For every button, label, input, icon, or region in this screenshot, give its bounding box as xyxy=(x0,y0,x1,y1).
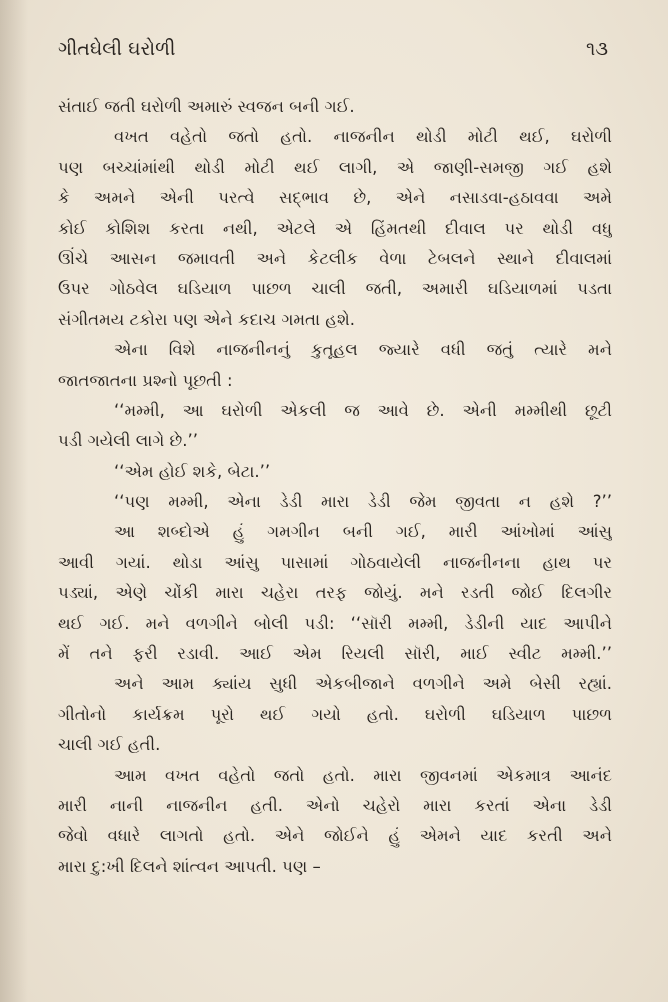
text-line: ‘‘મમ્મી, આ ઘરોળી એકલી જ આવે છે. એની મમ્મીથી છૂટી xyxy=(114,400,612,420)
text-line: આમ વખત વહેતો જતો હતો. મારા જીવનમાં એકમાત્ર આનંદ xyxy=(114,765,612,785)
text-line: કોઈ કોશિશ કરતા નથી, એટલે એ હિંમતથી દીવાલ પર થોડી વધુ xyxy=(58,218,612,238)
text-line: વખત વહેતો જતો હતો. નાજનીન થોડી મોટી થઈ, ઘરોળી xyxy=(114,127,612,147)
page-number: ૧૩ xyxy=(586,38,608,60)
page-header xyxy=(58,38,608,72)
text-line: સંતાઈ જતી ઘરોળી અમારું સ્વજન બની ગઈ. xyxy=(58,97,355,116)
text-line: એના વિશે નાજનીનનું કુતૂહલ જ્યારે વધી જતું ત્યારે મને xyxy=(114,340,612,360)
text-line: મારી નાની નાજનીન હતી. એનો ચહેરો મારા કરતાં એના ડેડી xyxy=(58,795,612,815)
running-title: ગીતઘેલી ઘરોળી xyxy=(58,38,176,60)
text-line: મેં તને ફરી રડાવી. આઈ એમ રિયલી સૉરી, માઈ સ્વીટ મમ્મી.’’ xyxy=(58,644,612,664)
text-line: ચાલી ગઈ હતી. xyxy=(58,735,161,755)
text-line: અને આમ ક્યાંય સુધી એકબીજાને વળગીને અમે બેસી રહ્યાં. xyxy=(114,674,612,694)
text-line: આવી ગયાં. થોડા આંસુ પાસામાં ગોઠવાયેલી નાજનીનના હાથ પર xyxy=(58,552,612,572)
text-line: જેવો વધારે લાગતો હતો. એને જોઈને હું એમને યાદ કરતી અને xyxy=(58,826,612,846)
text-line: જાતજાતના પ્રશ્નો પૂછતી : xyxy=(58,370,233,390)
text-line: પડ્યાં, એણે ચોંકી મારા ચહેરા તરફ જોયું. મને રડતી જોઈ દિલગીર xyxy=(58,583,612,603)
spine-shadow xyxy=(0,0,28,1002)
body-text xyxy=(58,92,612,882)
text-line: સંગીતમય ટકોરા પણ એને કદાચ ગમતા હશે. xyxy=(58,309,355,329)
text-line: આ શબ્દોએ હું ગમગીન બની ગઈ, મારી આંખોમાં આંસુ xyxy=(114,522,612,542)
text-line: ઉપર ગોઠવેલ ઘડિયાળ પાછળ ચાલી જતી, અમારી ઘડિયાળમાં પડતા xyxy=(58,279,612,299)
text-line: ‘‘એમ હોઈ શકે, બેટા.’’ xyxy=(114,461,271,481)
text-line: ‘‘પણ મમ્મી, એના ડેડી મારા ડેડી જેમ જીવતા ન હશે ?’’ xyxy=(114,492,612,512)
text-line: કે અમને એની પરત્વે સદ્ભાવ છે, એને નસાડવા-હઠાવવા અમે xyxy=(58,188,612,208)
text-line: મારા દુ:ખી દિલને શાંત્વન આપતી. પણ – xyxy=(58,856,321,876)
text-line: થઈ ગઈ. મને વળગીને બોલી પડી: ‘‘સૉરી મમ્મી, ડેડીની યાદ આપીને xyxy=(58,613,612,633)
text-line: પણ બચ્ચાંમાંથી થોડી મોટી થઈ લાગી, એ જાણી-સમજી ગઈ હશે xyxy=(58,157,612,177)
text-line: ગીતોનો કાર્યક્રમ પૂરો થઈ ગયો હતો. ઘરોળી ઘડિયાળ પાછળ xyxy=(58,704,612,724)
text-line: ઊંચે આસન જમાવતી અને કેટલીક વેળા ટેબલને સ્થાને દીવાલમાં xyxy=(58,248,612,268)
text-line: પડી ગયેલી લાગે છે.’’ xyxy=(58,431,199,451)
